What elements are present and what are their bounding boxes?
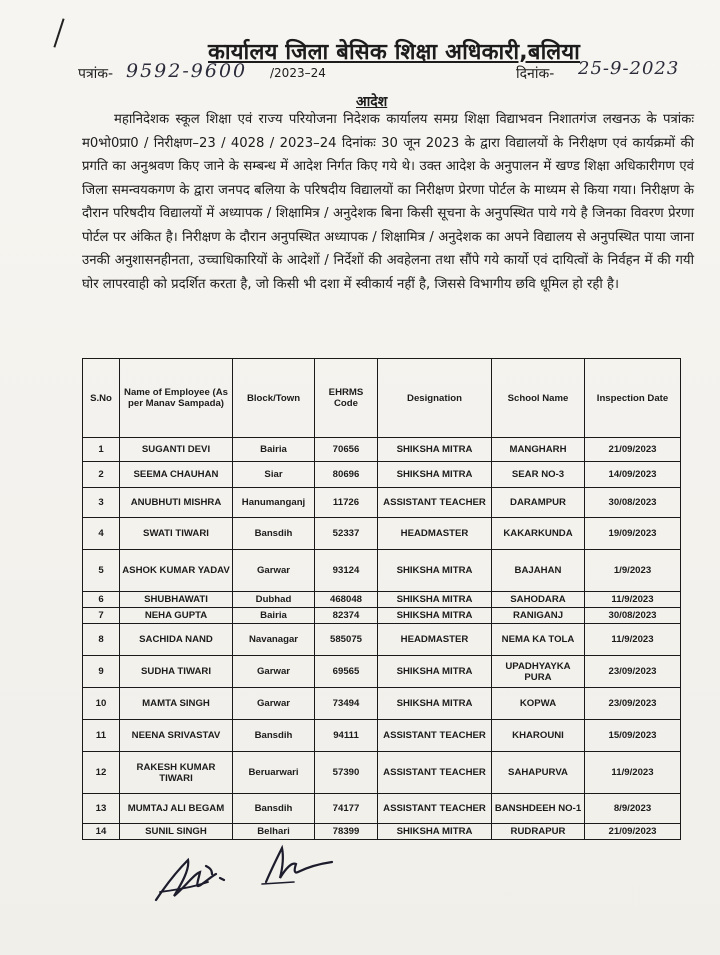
table-row [83, 592, 681, 608]
cell-school-name: SAHODARA [492, 592, 585, 608]
cell-school-name: KHAROUNI [492, 720, 585, 752]
cell-block-town: Belhari [233, 824, 315, 840]
cell-block-town: Hanumanganj [233, 488, 315, 518]
cell-designation: SHIKSHA MITRA [378, 550, 492, 592]
cell-inspection-date: 19/09/2023 [585, 518, 681, 550]
cell-ehrms-code: 80696 [315, 462, 378, 488]
cell-block-town: Bansdih [233, 720, 315, 752]
table-row [83, 462, 681, 488]
date-handwritten: 25-9-2023 [578, 58, 680, 79]
cell-designation: SHIKSHA MITRA [378, 824, 492, 840]
table-row [83, 688, 681, 720]
cell-employee-name: SACHIDA NAND [120, 624, 233, 656]
cell-ehrms-code: 11726 [315, 488, 378, 518]
cell-school-name: BANSHDEEH NO-1 [492, 794, 585, 824]
cell-block-town: Siar [233, 462, 315, 488]
header-employee-name: Name of Employee (As per Manav Sampada) [120, 359, 233, 438]
table-row [83, 656, 681, 688]
cell-designation: SHIKSHA MITRA [378, 592, 492, 608]
table-row [83, 624, 681, 656]
cell-block-town: Beruarwari [233, 752, 315, 794]
cell-designation: ASSISTANT TEACHER [378, 720, 492, 752]
cell-sno: 14 [83, 824, 120, 840]
cell-block-town: Bairia [233, 608, 315, 624]
cell-inspection-date: 30/08/2023 [585, 488, 681, 518]
cell-block-town: Bairia [233, 438, 315, 462]
ref-label: पत्रांक- [78, 66, 114, 82]
cell-employee-name: SUDHA TIWARI [120, 656, 233, 688]
cell-inspection-date: 15/09/2023 [585, 720, 681, 752]
cell-block-town: Bansdih [233, 518, 315, 550]
cell-inspection-date: 11/9/2023 [585, 624, 681, 656]
header-block-town: Block/Town [233, 359, 315, 438]
cell-ehrms-code: 468048 [315, 592, 378, 608]
handwritten-mark [53, 18, 64, 47]
cell-employee-name: NEHA GUPTA [120, 608, 233, 624]
cell-block-town: Garwar [233, 656, 315, 688]
header-inspection-date: Inspection Date [585, 359, 681, 438]
cell-ehrms-code: 78399 [315, 824, 378, 840]
table-header-row [83, 359, 681, 438]
cell-employee-name: SUNIL SINGH [120, 824, 233, 840]
table-row [83, 608, 681, 624]
cell-sno: 10 [83, 688, 120, 720]
cell-ehrms-code: 585075 [315, 624, 378, 656]
cell-inspection-date: 11/9/2023 [585, 752, 681, 794]
cell-employee-name: ASHOK KUMAR YADAV [120, 550, 233, 592]
header-sno: S.No [83, 359, 120, 438]
cell-ehrms-code: 73494 [315, 688, 378, 720]
table-row [83, 720, 681, 752]
signature-2 [258, 842, 336, 890]
cell-school-name: DARAMPUR [492, 488, 585, 518]
cell-school-name: UPADHYAYKA PURA [492, 656, 585, 688]
cell-ehrms-code: 70656 [315, 438, 378, 462]
cell-designation: ASSISTANT TEACHER [378, 488, 492, 518]
table-row [83, 518, 681, 550]
cell-employee-name: MUMTAJ ALI BEGAM [120, 794, 233, 824]
cell-inspection-date: 30/08/2023 [585, 608, 681, 624]
table-row [83, 752, 681, 794]
cell-designation: SHIKSHA MITRA [378, 608, 492, 624]
cell-school-name: KOPWA [492, 688, 585, 720]
cell-block-town: Dubhad [233, 592, 315, 608]
cell-sno: 6 [83, 592, 120, 608]
cell-block-town: Navanagar [233, 624, 315, 656]
cell-employee-name: SUGANTI DEVI [120, 438, 233, 462]
date-label: दिनांक- [516, 66, 555, 82]
cell-block-town: Garwar [233, 550, 315, 592]
cell-employee-name: SWATI TIWARI [120, 518, 233, 550]
cell-sno: 12 [83, 752, 120, 794]
cell-sno: 8 [83, 624, 120, 656]
office-title: कार्यालय जिला बेसिक शिक्षा अधिकारी,बलिया [208, 40, 581, 65]
cell-school-name: SAHAPURVA [492, 752, 585, 794]
cell-school-name: SEAR NO-3 [492, 462, 585, 488]
cell-employee-name: SEEMA CHAUHAN [120, 462, 233, 488]
cell-school-name: MANGHARH [492, 438, 585, 462]
cell-school-name: RANIGANJ [492, 608, 585, 624]
cell-sno: 11 [83, 720, 120, 752]
cell-school-name: NEMA KA TOLA [492, 624, 585, 656]
cell-ehrms-code: 74177 [315, 794, 378, 824]
cell-school-name: RUDRAPUR [492, 824, 585, 840]
cell-ehrms-code: 69565 [315, 656, 378, 688]
table-row [83, 438, 681, 462]
cell-sno: 13 [83, 794, 120, 824]
cell-ehrms-code: 93124 [315, 550, 378, 592]
cell-sno: 2 [83, 462, 120, 488]
cell-inspection-date: 11/9/2023 [585, 592, 681, 608]
cell-school-name: BAJAHAN [492, 550, 585, 592]
cell-employee-name: SHUBHAWATI [120, 592, 233, 608]
cell-designation: SHIKSHA MITRA [378, 656, 492, 688]
cell-designation: ASSISTANT TEACHER [378, 794, 492, 824]
cell-designation: HEADMASTER [378, 624, 492, 656]
signature-1 [150, 852, 240, 908]
cell-inspection-date: 21/09/2023 [585, 438, 681, 462]
cell-sno: 5 [83, 550, 120, 592]
header-ehrms-code: EHRMS Code [315, 359, 378, 438]
cell-employee-name: ANUBHUTI MISHRA [120, 488, 233, 518]
table-row [83, 550, 681, 592]
table-row [83, 488, 681, 518]
cell-sno: 1 [83, 438, 120, 462]
cell-inspection-date: 8/9/2023 [585, 794, 681, 824]
cell-inspection-date: 21/09/2023 [585, 824, 681, 840]
order-body: महानिदेशक स्कूल शिक्षा एवं राज्य परियोजना निदेशक कार्यालय समग्र शिक्षा विद्याभवन निशातगंज लखनऊ के पत्रांकः म0भो0प्रा0 / निरीक्षण–23 / 4028 / 2023–24 दिनांकः 30 जून 2023 के द्वारा विद्यालयों के निरीक्षण एवं कार्यक्रमों की प्रगति का अनुश्रवण किए जाने के सम्बन्ध में आदेश निर्गत किए गये थे। उक्त आदेश के अनुपालन में खण्ड शिक्षा अधिकारीगण एवं जिला समन्वयकगण के द्वारा जनपद बलिया के परिषदीय विद्यालयों का निरीक्षण प्रेरणा पोर्टल के माध्यम से किया गया। निरीक्षण के दौरान परिषदीय विद्यालयों में अध्यापक / शिक्षामित्र / अनुदेशक बिना किसी सूचना के अनुपस्थित पाये गये है जिनका विवरण प्रेरणा पोर्टल पर अंकित है। निरीक्षण के दौरान अनुपस्थित अध्यापक / शिक्षामित्र / अनुदेशक का अपने विद्यालय से अनुपस्थित पाया जाना उनकी अनुशासनहीनता, उच्चाधिकारियों के आदेशों / निर्देशों की अवहेलना तथा सौंपे गये कार्यो एवं दायित्वों के निर्वहन में की गयी घोर लापरवाही को प्रदर्शित करता है, जो किसी भी दशा में स्वीकार्य नहीं है, जिससे विभागीय छवि धूमिल हो रही है। [82, 112, 694, 292]
cell-sno: 3 [83, 488, 120, 518]
cell-designation: ASSISTANT TEACHER [378, 752, 492, 794]
header-school-name: School Name [492, 359, 585, 438]
cell-sno: 7 [83, 608, 120, 624]
ref-number-handwritten: 9592-9600 [126, 60, 248, 82]
cell-school-name: KAKARKUNDA [492, 518, 585, 550]
cell-designation: HEADMASTER [378, 518, 492, 550]
cell-designation: SHIKSHA MITRA [378, 462, 492, 488]
cell-inspection-date: 23/09/2023 [585, 656, 681, 688]
cell-block-town: Bansdih [233, 794, 315, 824]
order-heading: आदेश [356, 94, 388, 110]
table-row [83, 824, 681, 840]
cell-employee-name: RAKESH KUMAR TIWARI [120, 752, 233, 794]
cell-sno: 4 [83, 518, 120, 550]
cell-employee-name: MAMTA SINGH [120, 688, 233, 720]
cell-inspection-date: 1/9/2023 [585, 550, 681, 592]
table-row [83, 794, 681, 824]
inspection-table [82, 358, 681, 840]
cell-designation: SHIKSHA MITRA [378, 688, 492, 720]
reference-row [78, 58, 698, 88]
cell-employee-name: NEENA SRIVASTAV [120, 720, 233, 752]
cell-ehrms-code: 82374 [315, 608, 378, 624]
cell-ehrms-code: 52337 [315, 518, 378, 550]
header-designation: Designation [378, 359, 492, 438]
cell-inspection-date: 23/09/2023 [585, 688, 681, 720]
cell-inspection-date: 14/09/2023 [585, 462, 681, 488]
cell-block-town: Garwar [233, 688, 315, 720]
cell-ehrms-code: 57390 [315, 752, 378, 794]
cell-ehrms-code: 94111 [315, 720, 378, 752]
ref-year: /2023–24 [270, 66, 326, 80]
cell-sno: 9 [83, 656, 120, 688]
cell-designation: SHIKSHA MITRA [378, 438, 492, 462]
